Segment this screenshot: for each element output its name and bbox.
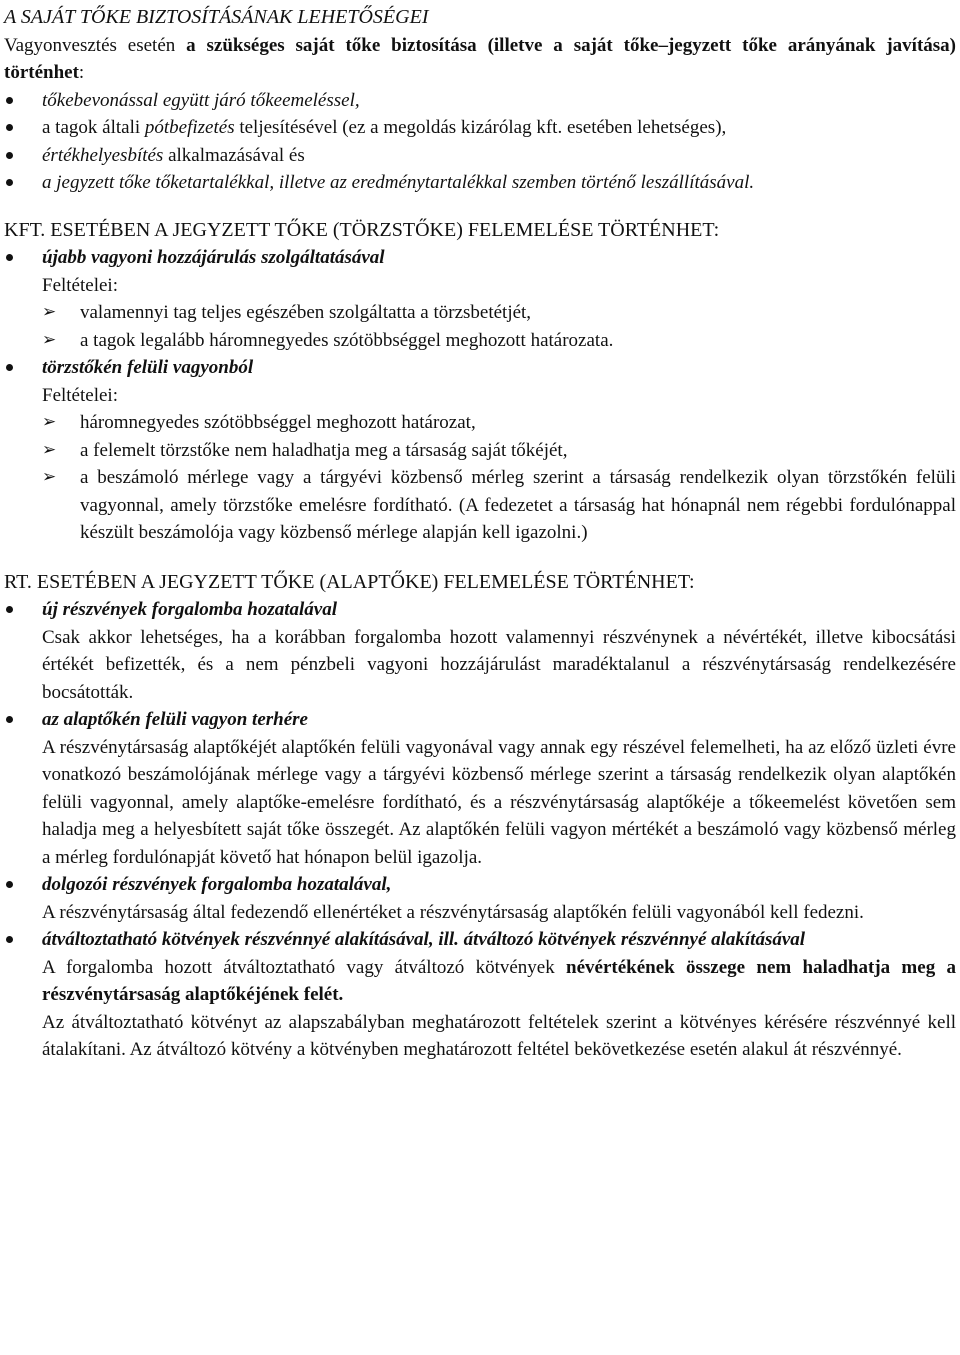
list-item xyxy=(42,327,956,355)
list-item xyxy=(4,596,956,624)
intro-post: : xyxy=(78,62,85,83)
kft-list xyxy=(4,244,956,272)
intro-pre: Vagyonvesztés esetén xyxy=(4,34,187,56)
kft-item1-conditions xyxy=(4,299,956,354)
list-item xyxy=(4,871,956,899)
option-italic: értékhelyesbítés xyxy=(42,144,164,166)
option-rest: alkalmazásával és xyxy=(163,144,305,166)
rt-item-title: átváltoztatható kötvények részvénnyé alakításával, ill. átváltozó kötvények részvénnyé alakításával xyxy=(42,929,806,950)
rt-item-text: A részvénytársaság alaptőkéjét alaptőkén felüli vagyonával vagy annak egy részével felemelheti, ha az előző üzleti évre vonatkozó beszámolójának mérlege vagy a tárgyévi közbenső mérlege szerint a társaság rendelkezik olyan alaptőkén felüli vagyonnal, amely alaptőke-emelésre fordítható, és a részvénytársaság alaptőkéje a tőkeemelést követően sem haladja meg a helyesbített saját tőke összegét. Az alaptőkén felüli vagyon mértékét a beszámoló vagy közbenső mérleg a mérleg fordulónapját követő hat hónapon belül igazolja. xyxy=(42,736,956,868)
list-item xyxy=(42,437,956,465)
condition-text: a beszámoló mérlege vagy a tárgyévi közbenső mérleg szerint a társaság rendelkezik olyan törzstőkén felüli vagyonnal, amely törzstőke emelésre fordítható. (A fedezetet a társaság hat hónapnál nem régebbi fordulónappal készült beszámolója vagy közbenső mérlege alapján kell igazolni.) xyxy=(80,467,956,543)
rt-item-text-bold: névértékének összege nem haladhatja meg a részvénytársaság alaptőkéjének felét. xyxy=(42,956,956,1005)
intro-bold: a szükséges saját tőke biztosítása (illetve a saját tőke–jegyzett tőke arányának javítása) történhet xyxy=(4,34,956,83)
kft-item-title: újabb vagyoni hozzájárulás szolgáltatásával xyxy=(42,247,385,268)
kft-item2-conditions xyxy=(4,409,956,547)
list-item xyxy=(4,87,956,115)
arrow-right-icon: ➢ xyxy=(42,439,57,460)
kft-item-title: törzstőkén felüli vagyonból xyxy=(42,357,254,378)
arrow-right-icon: ➢ xyxy=(42,302,57,322)
rt-list-4 xyxy=(4,926,956,954)
option-italic: a jegyzett tőke tőketartalékkal, illetve az eredménytartalékkal szemben történő leszállításával. xyxy=(42,172,755,193)
condition-text: a tagok legalább háromnegyedes szótöbbséggel meghozott határozata. xyxy=(80,329,614,351)
rt-list-3 xyxy=(4,871,956,899)
condition-text: valamennyi tag teljes egészében szolgáltatta a törzsbetétjét, xyxy=(80,302,532,323)
rt-item-text: Az átváltoztatható kötvényt az alapszabályban meghatározott feltételek szerint a kötvényes kérésére részvénnyé kell átalakítani. Az átváltozó kötvény a kötvényben meghatározott feltétel bekövetkezése esetén alakul át részvénnyé. xyxy=(42,1011,956,1060)
intro-paragraph xyxy=(4,32,956,87)
conditions-label: Feltételei: xyxy=(42,274,118,296)
kft-section-title: KFT. ESETÉBEN A JEGYZETT TŐKE (TÖRZSTŐKE) FELEMELÉSE TÖRTÉNHET: xyxy=(4,218,720,241)
option-pre: a tagok általi xyxy=(42,117,145,138)
arrow-right-icon: ➢ xyxy=(42,329,57,350)
options-list xyxy=(4,87,956,197)
option-rest: teljesítésével (ez a megoldás kizárólag kft. esetében lehetséges), xyxy=(234,117,727,138)
rt-item-title: az alaptőkén felüli vagyon terhére xyxy=(42,709,308,730)
kft-list-2 xyxy=(4,354,956,382)
list-item xyxy=(4,169,956,197)
condition-text: a felemelt törzstőke nem haladhatja meg a társaság saját tőkéjét, xyxy=(80,439,568,461)
arrow-right-icon: ➢ xyxy=(42,412,57,432)
list-item xyxy=(4,926,956,954)
rt-item-title: dolgozói részvények forgalomba hozatalával, xyxy=(42,874,392,895)
rt-list xyxy=(4,596,956,624)
condition-text: háromnegyedes szótöbbséggel meghozott határozat, xyxy=(80,412,476,433)
rt-item-text-pre: A forgalomba hozott átváltoztatható vagy átváltozó kötvények xyxy=(42,956,567,978)
rt-item-text xyxy=(4,954,956,1009)
list-item xyxy=(42,409,956,437)
rt-section-title: RT. ESETÉBEN A JEGYZETT TŐKE (ALAPTŐKE) FELEMELÉSE TÖRTÉNHET: xyxy=(4,570,695,593)
list-item xyxy=(4,114,956,142)
list-item xyxy=(4,142,956,170)
rt-item-text: A részvénytársaság által fedezendő ellenértéket a részvénytársaság alaptőkén felüli vagyonából kell fedezni. xyxy=(42,901,864,923)
list-item xyxy=(42,464,956,547)
rt-list-2 xyxy=(4,706,956,734)
option-italic: pótbefizetés xyxy=(144,117,235,138)
list-item xyxy=(4,354,956,382)
list-item xyxy=(42,299,956,327)
list-item xyxy=(4,244,956,272)
arrow-right-icon: ➢ xyxy=(42,467,57,487)
conditions-label: Feltételei: xyxy=(42,384,118,406)
rt-item-title: új részvények forgalomba hozatalával xyxy=(42,599,338,620)
option-italic: tőkebevonással együtt járó tőkeemeléssel, xyxy=(42,89,360,111)
list-item xyxy=(4,706,956,734)
rt-item-text: Csak akkor lehetséges, ha a korábban forgalomba hozott valamennyi részvénynek a névértékét, illetve kibocsátási értékét befizették, és a nem pénzbeli vagyoni hozzájárulást maradéktalanul a részvénytársaság rendelkezésére bocsátották. xyxy=(42,626,956,703)
page-heading: A SAJÁT TŐKE BIZTOSÍTÁSÁNAK LEHETŐSÉGEI xyxy=(4,6,429,28)
